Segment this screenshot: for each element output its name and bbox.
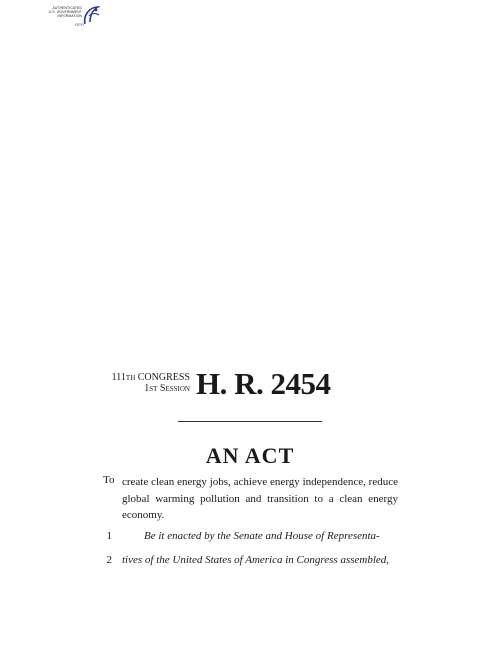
eagle-seal-icon	[81, 4, 101, 28]
seal-line-1: AUTHENTICATED	[52, 6, 82, 10]
session-ordinal: 1st	[144, 383, 158, 394]
divider-rule	[178, 421, 322, 422]
congress-session-block	[100, 372, 190, 394]
congress-number: 111th	[111, 372, 136, 383]
session-line	[100, 383, 190, 394]
purpose-to-label: To	[103, 474, 115, 486]
seal-line-3: INFORMATION	[57, 13, 82, 18]
bill-number: H. R. 2454	[196, 366, 331, 401]
seal-text	[38, 7, 82, 18]
line-number: 1	[106, 530, 112, 542]
gpo-authentication-seal	[38, 4, 100, 30]
purpose-text: create clean energy jobs, achieve energy independence, reduce global warming pollution and transition to a clean energy economy.	[122, 476, 398, 521]
act-title: AN ACT	[205, 443, 295, 468]
congress-line	[100, 372, 190, 383]
line-text: tives of the United States of America in Congress assembled,	[122, 554, 390, 566]
congress-label: CONGRESS	[137, 372, 190, 383]
session-label: Session	[159, 383, 190, 394]
line-number: 2	[106, 554, 112, 566]
seal-gpo-label: GPO	[75, 22, 84, 27]
seal-line-2: U.S. GOVERNMENT	[48, 9, 82, 14]
line-text: Be it enacted by the Senate and House of Representa-	[144, 530, 380, 542]
